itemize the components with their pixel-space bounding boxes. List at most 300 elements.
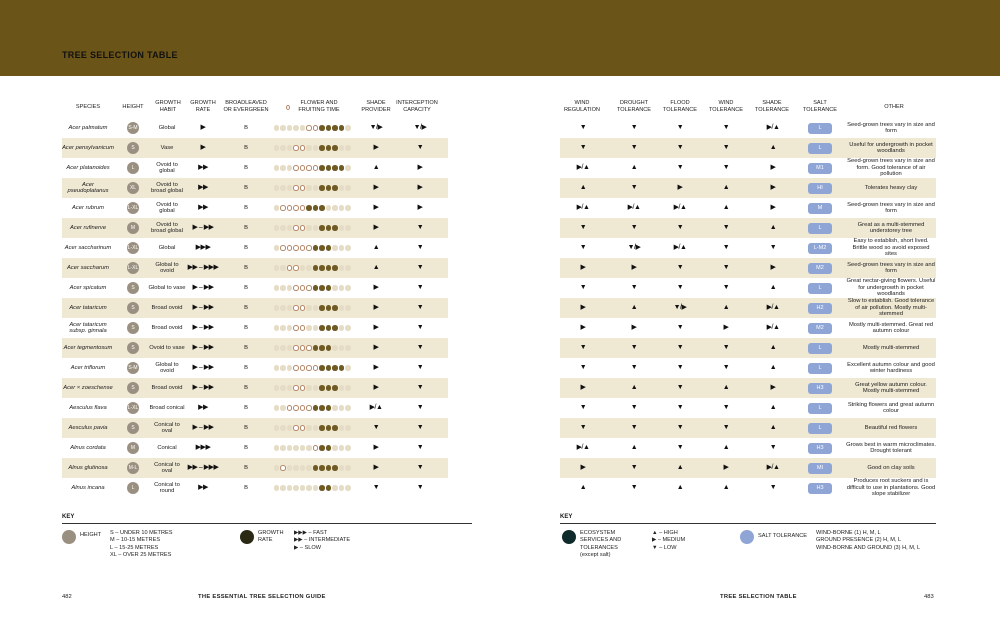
- height-badge: S: [127, 282, 139, 294]
- fruit-month-dot: [319, 345, 325, 351]
- shade-provider-arrow: ▶: [373, 223, 379, 231]
- fruit-month-dot: [319, 265, 325, 271]
- month-dots: [274, 385, 351, 391]
- flower-month-dot: [280, 465, 286, 471]
- salt-badge: M2: [808, 263, 832, 274]
- key-eco-high: ▲ – HIGH: [652, 530, 678, 536]
- fruit-month-dot: [332, 125, 338, 131]
- flower-month-dot: [300, 365, 306, 371]
- interception-arrow: ▼: [416, 303, 424, 311]
- table-row: [0, 238, 1000, 258]
- shade-tolerance-arrow: ▲: [769, 143, 777, 151]
- height-cell: [118, 358, 148, 378]
- height-key-icon: [62, 530, 76, 544]
- flower-month-dot: [300, 185, 306, 191]
- drought-tolerance-arrow: ▶: [631, 263, 637, 271]
- empty-month-dot: [345, 445, 351, 451]
- month-dots: [274, 405, 351, 411]
- key-height-l: L – 15-25 METRES: [110, 544, 159, 551]
- salt-cell: [806, 238, 834, 258]
- fruit-month-dot: [326, 465, 332, 471]
- header-shade-provider: SHADE PROVIDER: [361, 100, 391, 113]
- flower-month-dot: [293, 145, 299, 151]
- fruit-month-dot: [326, 225, 332, 231]
- shade-provider-arrow: ▼: [372, 483, 380, 491]
- broadleaved-evergreen: B: [244, 424, 248, 431]
- month-dots: [274, 205, 351, 211]
- flood-tolerance-arrow: ▼: [676, 283, 684, 291]
- empty-month-dot: [339, 225, 345, 231]
- growth-rate: ▶ – ▶▶: [192, 343, 214, 351]
- broadleaved-evergreen: B: [244, 164, 248, 171]
- empty-month-dot: [300, 485, 306, 491]
- flower-month-dot: [313, 165, 319, 171]
- wind-regulation-arrow: ▼: [579, 243, 587, 251]
- interception-arrow: ▼: [416, 323, 424, 331]
- height-cell: [118, 138, 148, 158]
- growth-rate: ▶ – ▶▶: [192, 283, 214, 291]
- other-notes: Seed-grown trees vary in size and form: [847, 261, 935, 274]
- empty-month-dot: [274, 325, 280, 331]
- empty-month-dot: [345, 345, 351, 351]
- broadleaved-evergreen: B: [244, 184, 248, 191]
- salt-badge: H2: [808, 303, 832, 314]
- flower-fruit-calendar: [270, 158, 354, 178]
- flower-fruit-calendar: [270, 338, 354, 358]
- flower-month-dot: [300, 325, 306, 331]
- wind-regulation-arrow: ▶/▲: [576, 163, 590, 171]
- growth-rate: ▶▶: [198, 483, 208, 491]
- drought-tolerance-arrow: ▼: [630, 403, 638, 411]
- drought-tolerance-arrow: ▼: [630, 483, 638, 491]
- empty-month-dot: [287, 485, 293, 491]
- growth-rate: ▶ – ▶▶: [192, 303, 214, 311]
- other-notes: Seed-grown trees vary in size and form: [847, 121, 935, 134]
- fruit-month-dot: [319, 485, 325, 491]
- interception-arrow: ▼: [416, 443, 424, 451]
- key-height-title: HEIGHT: [80, 532, 102, 538]
- wind-regulation-arrow: ▼: [579, 223, 587, 231]
- shade-tolerance-arrow: ▲: [769, 283, 777, 291]
- wind-tolerance-arrow: ▼: [722, 403, 730, 411]
- fruit-month-dot: [319, 405, 325, 411]
- flower-fruit-calendar: [270, 198, 354, 218]
- empty-month-dot: [306, 465, 312, 471]
- other-notes: Seed-grown trees vary in size and form: [847, 201, 935, 214]
- fruit-month-dot: [326, 425, 332, 431]
- flower-month-dot: [293, 205, 299, 211]
- empty-month-dot: [274, 205, 280, 211]
- fruit-month-dot: [313, 345, 319, 351]
- header-height: HEIGHT: [122, 103, 144, 110]
- species-name: Acer rubrum: [72, 204, 104, 211]
- flower-month-dot: [293, 225, 299, 231]
- key-label-left: KEY: [62, 514, 75, 520]
- empty-month-dot: [306, 265, 312, 271]
- fruit-month-dot: [326, 365, 332, 371]
- species-name: Aesculus flava: [69, 404, 107, 411]
- empty-month-dot: [313, 325, 319, 331]
- key-rate-fast: ▶▶▶ – FAST: [294, 530, 328, 536]
- flood-tolerance-arrow: ▼: [676, 163, 684, 171]
- empty-month-dot: [293, 485, 299, 491]
- height-cell: [118, 178, 148, 198]
- flower-month-dot: [293, 345, 299, 351]
- key-eco-sub: (except salt): [580, 552, 611, 559]
- other-notes: Easy to establish, short lived. Brittle wood so avoid exposed sites: [852, 238, 930, 258]
- empty-month-dot: [287, 185, 293, 191]
- flower-month-dot: [313, 365, 319, 371]
- drought-tolerance-arrow: ▶/▲: [627, 203, 641, 211]
- growth-habit: Broad ovoid: [151, 304, 183, 311]
- wind-tolerance-arrow: ▲: [722, 183, 730, 191]
- fruit-month-dot: [313, 285, 319, 291]
- broadleaved-evergreen: B: [244, 124, 248, 131]
- height-cell: [118, 438, 148, 458]
- other-notes: Useful for undergrowth in pocket woodlands: [849, 141, 933, 154]
- flood-tolerance-arrow: ▼: [676, 383, 684, 391]
- other-notes: Beautiful red flowers: [864, 424, 918, 431]
- empty-month-dot: [339, 345, 345, 351]
- other-notes: Good on clay soils: [867, 464, 915, 471]
- height-badge: S: [127, 342, 139, 354]
- other-notes: Great as a multi-stemmed understorey tree: [857, 221, 925, 234]
- flower-month-dot: [306, 405, 312, 411]
- species-name: Acer platanoides: [66, 164, 110, 171]
- empty-month-dot: [339, 185, 345, 191]
- empty-month-dot: [345, 485, 351, 491]
- growth-rate: ▶▶ – ▶▶▶: [187, 463, 219, 471]
- drought-tolerance-arrow: ▼: [630, 283, 638, 291]
- growth-rate: ▶▶▶: [195, 243, 211, 251]
- wind-regulation-arrow: ▼: [579, 143, 587, 151]
- month-dots: [274, 225, 351, 231]
- interception-arrow: ▼: [416, 483, 424, 491]
- salt-badge: L: [808, 143, 832, 154]
- month-dots: [274, 285, 351, 291]
- shade-tolerance-arrow: ▲: [769, 423, 777, 431]
- flower-month-dot: [313, 125, 319, 131]
- month-dots: [274, 365, 351, 371]
- salt-cell: [806, 398, 834, 418]
- table-row: [0, 278, 1000, 298]
- height-cell: [118, 298, 148, 318]
- empty-month-dot: [345, 425, 351, 431]
- empty-month-dot: [300, 125, 306, 131]
- shade-provider-arrow: ▶/▲: [369, 403, 383, 411]
- empty-month-dot: [274, 365, 280, 371]
- salt-cell: [806, 378, 834, 398]
- table-row: [0, 458, 1000, 478]
- empty-month-dot: [332, 485, 338, 491]
- shade-provider-arrow: ▶: [373, 323, 379, 331]
- header-wind-tolerance: WIND TOLERANCE: [708, 100, 744, 113]
- empty-month-dot: [339, 145, 345, 151]
- wind-tolerance-arrow: ▲: [722, 483, 730, 491]
- growth-habit: Broad ovoid: [151, 384, 183, 391]
- flower-month-dot: [300, 345, 306, 351]
- fruit-month-dot: [332, 265, 338, 271]
- height-badge: L: [127, 482, 139, 494]
- wind-regulation-arrow: ▼: [579, 343, 587, 351]
- key-salt-wind: WIND-BORNE (1) H, M, L: [816, 530, 881, 536]
- table-row: [0, 118, 1000, 138]
- month-dots: [274, 485, 351, 491]
- month-dots: [274, 465, 351, 471]
- height-badge: L-XL: [127, 202, 139, 214]
- flood-tolerance-arrow: ▶/▲: [673, 203, 687, 211]
- growth-rate: ▶: [200, 143, 206, 151]
- shade-provider-arrow: ▲: [372, 243, 380, 251]
- flower-month-dot: [293, 425, 299, 431]
- flower-fruit-calendar: [270, 218, 354, 238]
- empty-month-dot: [287, 305, 293, 311]
- wind-regulation-arrow: ▼: [579, 123, 587, 131]
- table-row: [0, 358, 1000, 378]
- key-eco-block: [580, 530, 644, 560]
- shade-tolerance-arrow: ▶/▲: [766, 463, 780, 471]
- key-salt-ground: GROUND PRESENCE (2) H, M, L: [816, 537, 902, 544]
- flower-month-dot: [300, 425, 306, 431]
- growth-habit: Ovoid to broad global: [151, 221, 183, 234]
- empty-month-dot: [274, 465, 280, 471]
- empty-month-dot: [339, 385, 345, 391]
- fruit-month-dot: [319, 445, 325, 451]
- species-name: Acer spicatum: [69, 284, 107, 291]
- empty-month-dot: [345, 245, 351, 251]
- empty-month-dot: [274, 385, 280, 391]
- flower-month-dot: [293, 325, 299, 331]
- flower-month-dot: [313, 445, 319, 451]
- right-page-number: 483: [924, 594, 934, 600]
- fruit-month-dot: [319, 245, 325, 251]
- month-dots: [274, 425, 351, 431]
- empty-month-dot: [274, 485, 280, 491]
- drought-tolerance-arrow: ▼: [630, 123, 638, 131]
- flood-tolerance-arrow: ▼/▶: [673, 303, 687, 311]
- broadleaved-evergreen: B: [244, 244, 248, 251]
- empty-month-dot: [306, 145, 312, 151]
- growth-rate: ▶ – ▶▶: [192, 323, 214, 331]
- empty-month-dot: [332, 405, 338, 411]
- drought-tolerance-arrow: ▼: [630, 343, 638, 351]
- drought-tolerance-arrow: ▼: [630, 463, 638, 471]
- species-name: Aesculus pavia: [68, 424, 108, 431]
- wind-tolerance-arrow: ▶: [723, 323, 729, 331]
- empty-month-dot: [313, 305, 319, 311]
- flower-month-dot: [293, 165, 299, 171]
- height-badge: S: [127, 142, 139, 154]
- empty-month-dot: [345, 125, 351, 131]
- other-notes: Mostly multi-stemmed. Great red autumn colour: [848, 321, 934, 334]
- empty-month-dot: [339, 205, 345, 211]
- salt-cell: [806, 158, 834, 178]
- broadleaved-evergreen: B: [244, 264, 248, 271]
- height-cell: [118, 398, 148, 418]
- salt-badge: M2: [808, 323, 832, 334]
- broadleaved-evergreen: B: [244, 344, 248, 351]
- empty-month-dot: [313, 385, 319, 391]
- empty-month-dot: [280, 445, 286, 451]
- key-salt-both: WIND-BORNE AND GROUND (3) H, M, L: [816, 544, 921, 551]
- height-badge: S: [127, 322, 139, 334]
- flower-month-dot: [300, 145, 306, 151]
- flood-tolerance-arrow: ▼: [676, 423, 684, 431]
- flood-tolerance-arrow: ▼: [676, 223, 684, 231]
- fruit-month-dot: [332, 185, 338, 191]
- empty-month-dot: [345, 165, 351, 171]
- wind-tolerance-arrow: ▼: [722, 223, 730, 231]
- growth-rate: ▶▶▶: [195, 443, 211, 451]
- flower-fruit-calendar: [270, 418, 354, 438]
- wind-tolerance-arrow: ▲: [722, 383, 730, 391]
- flower-month-dot: [287, 405, 293, 411]
- empty-month-dot: [345, 185, 351, 191]
- flower-fruit-calendar: [270, 298, 354, 318]
- key-salt-title: SALT TOLERANCE: [758, 533, 808, 539]
- wind-tolerance-arrow: ▶: [723, 463, 729, 471]
- flood-tolerance-arrow: ▲: [676, 463, 684, 471]
- shade-provider-arrow: ▼/▶: [369, 123, 383, 131]
- height-badge: L-XL: [127, 402, 139, 414]
- shade-tolerance-arrow: ▲: [769, 223, 777, 231]
- height-cell: [118, 338, 148, 358]
- empty-month-dot: [293, 125, 299, 131]
- fruit-month-dot: [326, 345, 332, 351]
- shade-tolerance-arrow: ▶: [770, 263, 776, 271]
- fruit-month-dot: [332, 145, 338, 151]
- fruit-month-dot: [319, 145, 325, 151]
- empty-month-dot: [280, 125, 286, 131]
- species-name: Acer pensylvanicum: [62, 144, 114, 151]
- flower-month-dot: [293, 385, 299, 391]
- growth-rate: ▶ – ▶▶: [192, 363, 214, 371]
- height-cell: [118, 378, 148, 398]
- key-height-xl: XL – OVER 25 METRES: [110, 552, 172, 559]
- shade-provider-arrow: ▶: [373, 183, 379, 191]
- fruit-month-dot: [319, 325, 325, 331]
- empty-month-dot: [280, 285, 286, 291]
- salt-cell: [806, 138, 834, 158]
- height-badge: S: [127, 382, 139, 394]
- flood-tolerance-arrow: ▼: [676, 143, 684, 151]
- shade-provider-arrow: ▲: [372, 263, 380, 271]
- empty-month-dot: [300, 445, 306, 451]
- growth-habit: Global: [158, 124, 176, 131]
- flower-month-dot: [300, 165, 306, 171]
- salt-cell: [806, 198, 834, 218]
- species-name: Acer saccharinum: [64, 244, 112, 251]
- fruit-month-dot: [326, 165, 332, 171]
- empty-month-dot: [345, 365, 351, 371]
- species-name: Acer tataricum: [69, 304, 107, 311]
- growth-habit: Ovoid to broad global: [151, 181, 183, 194]
- key-rate-title: GROWTH RATE: [258, 530, 284, 544]
- interception-arrow: ▼/▶: [413, 123, 427, 131]
- interception-arrow: ▶: [417, 163, 423, 171]
- empty-month-dot: [274, 405, 280, 411]
- flower-month-dot: [293, 265, 299, 271]
- flower-fruit-calendar: [270, 438, 354, 458]
- empty-month-dot: [306, 325, 312, 331]
- table-row: [0, 158, 1000, 178]
- empty-month-dot: [287, 465, 293, 471]
- shade-tolerance-arrow: ▶/▲: [766, 323, 780, 331]
- empty-month-dot: [280, 185, 286, 191]
- wind-regulation-arrow: ▶: [580, 303, 586, 311]
- wind-tolerance-arrow: ▼: [722, 263, 730, 271]
- broadleaved-evergreen: B: [244, 464, 248, 471]
- empty-month-dot: [274, 345, 280, 351]
- empty-month-dot: [274, 305, 280, 311]
- table-row: [0, 478, 1000, 498]
- salt-badge: L: [808, 363, 832, 374]
- key-height-lines: [110, 530, 172, 560]
- empty-month-dot: [300, 265, 306, 271]
- fruit-month-dot: [319, 365, 325, 371]
- salt-cell: [806, 418, 834, 438]
- empty-month-dot: [280, 265, 286, 271]
- empty-month-dot: [280, 305, 286, 311]
- salt-badge: L: [808, 223, 832, 234]
- empty-month-dot: [332, 445, 338, 451]
- shade-provider-arrow: ▶: [373, 303, 379, 311]
- fruit-month-dot: [319, 385, 325, 391]
- table-row: [0, 398, 1000, 418]
- empty-month-dot: [293, 445, 299, 451]
- fruit-month-dot: [332, 305, 338, 311]
- empty-month-dot: [332, 285, 338, 291]
- shade-provider-arrow: ▶: [373, 143, 379, 151]
- wind-tolerance-arrow: ▼: [722, 163, 730, 171]
- empty-month-dot: [326, 205, 332, 211]
- shade-tolerance-arrow: ▲: [769, 343, 777, 351]
- month-dots: [274, 145, 351, 151]
- wind-tolerance-arrow: ▼: [722, 143, 730, 151]
- species-name: Acer tegmentosum: [63, 344, 113, 351]
- empty-month-dot: [280, 425, 286, 431]
- header-growth-habit: GROWTH HABIT: [155, 100, 181, 113]
- empty-month-dot: [345, 305, 351, 311]
- broadleaved-evergreen: B: [244, 404, 248, 411]
- table-row: [0, 298, 1000, 318]
- growth-habit: Global: [158, 244, 176, 251]
- flower-month-dot: [306, 125, 312, 131]
- wind-regulation-arrow: ▲: [579, 483, 587, 491]
- height-badge: S: [127, 302, 139, 314]
- left-running-title: THE ESSENTIAL TREE SELECTION GUIDE: [198, 594, 326, 600]
- empty-month-dot: [345, 465, 351, 471]
- fruit-month-dot: [339, 365, 345, 371]
- fruit-month-dot: [326, 485, 332, 491]
- key-divider-left: [62, 523, 472, 524]
- month-dots: [274, 165, 351, 171]
- fruit-month-dot: [306, 205, 312, 211]
- table-row: [0, 438, 1000, 458]
- broadleaved-evergreen: B: [244, 324, 248, 331]
- salt-cell: [806, 298, 834, 318]
- empty-month-dot: [345, 265, 351, 271]
- flower-month-dot: [293, 245, 299, 251]
- empty-month-dot: [300, 465, 306, 471]
- flood-tolerance-arrow: ▲: [676, 483, 684, 491]
- salt-badge: HI: [808, 183, 832, 194]
- wind-tolerance-arrow: ▼: [722, 243, 730, 251]
- empty-month-dot: [332, 205, 338, 211]
- key-rate-intermediate: ▶▶ – INTERMEDIATE: [294, 537, 351, 544]
- empty-month-dot: [287, 225, 293, 231]
- growth-habit: Conical to oval: [154, 421, 180, 434]
